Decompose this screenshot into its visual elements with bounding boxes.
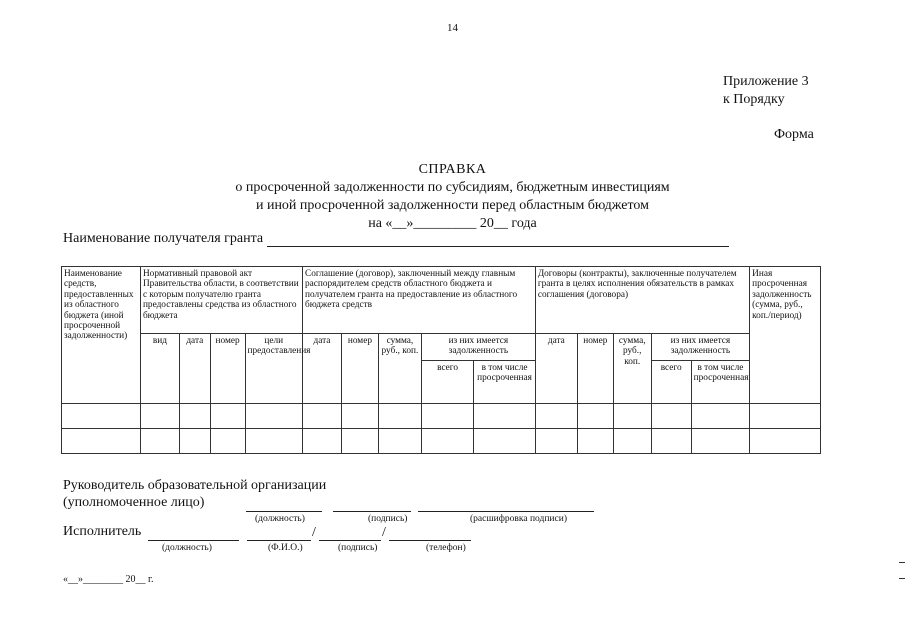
document-subtitle-line1: о просроченной задолженности по субсидиям, бюджетным инвестициям — [235, 180, 670, 195]
table-cell[interactable] — [535, 429, 577, 454]
head-position-line[interactable] — [246, 511, 322, 512]
table-cell[interactable] — [535, 404, 577, 429]
table-cell[interactable] — [691, 404, 749, 429]
table-cell[interactable] — [691, 429, 749, 454]
table-cell[interactable] — [303, 404, 342, 429]
document-subtitle-line2: и иной просроченной задолженности перед областным бюджетом — [255, 198, 650, 213]
head-decode-caption: (расшифровка подписи) — [470, 514, 567, 524]
header-debt-agreement: из них имеется задолженность — [421, 334, 535, 361]
header-overdue-agreement: в том числе просроченная — [474, 361, 536, 404]
bottom-date-line: «__»________ 20__ г. — [63, 574, 154, 585]
header-total-agreement: всего — [421, 361, 473, 404]
appendix-label: Приложение 3 — [723, 74, 809, 89]
table-cell[interactable] — [651, 404, 691, 429]
header-group-normative-act: Нормативный правовой акт Правительства области, в соответствии с которым получателю гранта предоставлены средства из областного бюджета — [140, 267, 302, 334]
table-cell[interactable] — [140, 429, 179, 454]
header-sum-agreement: сумма, руб., коп. — [378, 334, 421, 404]
table-cell[interactable] — [474, 429, 536, 454]
table-cell[interactable] — [62, 404, 141, 429]
document-date-line: на «__»_________ 20__ года — [368, 216, 537, 231]
header-vid: вид — [140, 334, 179, 404]
debt-table — [61, 266, 821, 454]
executor-name-caption: (Ф.И.О.) — [268, 543, 303, 553]
appendix-order-label: к Порядку — [723, 92, 785, 107]
head-title-line1: Руководитель образовательной организации — [63, 478, 327, 493]
document-title: СПРАВКА — [418, 162, 487, 177]
executor-phone-caption: (телефон) — [426, 543, 466, 553]
table-cell[interactable] — [378, 404, 421, 429]
table-cell[interactable] — [421, 429, 473, 454]
header-debt-contracts: из них имеется задолженность — [651, 334, 749, 361]
header-date-contracts: дата — [535, 334, 577, 404]
recipient-input-line[interactable] — [267, 232, 729, 247]
table-cell[interactable] — [613, 429, 651, 454]
header-date-agreement: дата — [303, 334, 342, 404]
head-decode-line[interactable] — [418, 511, 594, 512]
table-row — [62, 429, 821, 454]
table-cell[interactable] — [62, 429, 141, 454]
head-position-caption: (должность) — [255, 514, 305, 524]
table-cell[interactable] — [577, 429, 613, 454]
table-cell[interactable] — [750, 429, 821, 454]
table-cell[interactable] — [179, 404, 210, 429]
table-cell[interactable] — [474, 404, 536, 429]
executor-slash-1: / — [312, 525, 316, 540]
table-cell[interactable] — [378, 429, 421, 454]
head-title-line2: (уполномоченное лицо) — [63, 495, 205, 510]
head-signature-caption: (подпись) — [368, 514, 408, 524]
header-total-contracts: всего — [651, 361, 691, 404]
header-overdue-contracts: в том числе просроченная — [691, 361, 749, 404]
table-cell[interactable] — [179, 429, 210, 454]
header-date-normative: дата — [179, 334, 210, 404]
recipient-row — [63, 231, 729, 247]
executor-position-caption: (должность) — [162, 543, 212, 553]
header-group-agreement: Соглашение (договор), заключенный между главным распорядителем средств областного бюджета и получателем гранта на предоставление из областного бюджета средств — [303, 267, 536, 334]
recipient-label: Наименование получателя гранта — [63, 231, 264, 246]
table-cell[interactable] — [577, 404, 613, 429]
executor-position-line[interactable] — [148, 540, 239, 541]
table-cell[interactable] — [245, 429, 302, 454]
form-label: Форма — [774, 127, 814, 142]
table-cell[interactable] — [245, 404, 302, 429]
edge-mark — [899, 578, 905, 579]
head-signature-line[interactable] — [333, 511, 411, 512]
header-number-normative: номер — [210, 334, 245, 404]
header-sum-contracts: сумма, руб., коп. — [613, 334, 651, 404]
header-number-contracts: номер — [577, 334, 613, 404]
table-cell[interactable] — [421, 404, 473, 429]
edge-mark — [899, 562, 905, 563]
executor-signature-caption: (подпись) — [338, 543, 378, 553]
table-cell[interactable] — [303, 429, 342, 454]
table-cell[interactable] — [613, 404, 651, 429]
header-col-other-debt: Иная просроченная задолженность (сумма, руб., коп./период) — [750, 267, 821, 404]
executor-label: Исполнитель — [63, 524, 142, 539]
executor-signature-line[interactable] — [319, 540, 381, 541]
header-group-contracts: Договоры (контракты), заключенные получателем гранта в целях исполнения обязательств в рамках соглашения (договора) — [535, 267, 749, 334]
table-cell[interactable] — [341, 429, 378, 454]
header-col-funds: Наименование средств, предоставленных из областного бюджета (иной просроченной задолженности) — [62, 267, 141, 404]
table-cell[interactable] — [651, 429, 691, 454]
page-number: 14 — [447, 22, 458, 34]
executor-slash-2: / — [382, 525, 386, 540]
header-purpose: цели предоставления — [245, 334, 302, 404]
table-cell[interactable] — [210, 404, 245, 429]
executor-name-line[interactable] — [247, 540, 311, 541]
table-row — [62, 404, 821, 429]
table-cell[interactable] — [140, 404, 179, 429]
table-cell[interactable] — [210, 429, 245, 454]
header-number-agreement: номер — [341, 334, 378, 404]
table-cell[interactable] — [341, 404, 378, 429]
table-cell[interactable] — [750, 404, 821, 429]
executor-phone-line[interactable] — [389, 540, 471, 541]
